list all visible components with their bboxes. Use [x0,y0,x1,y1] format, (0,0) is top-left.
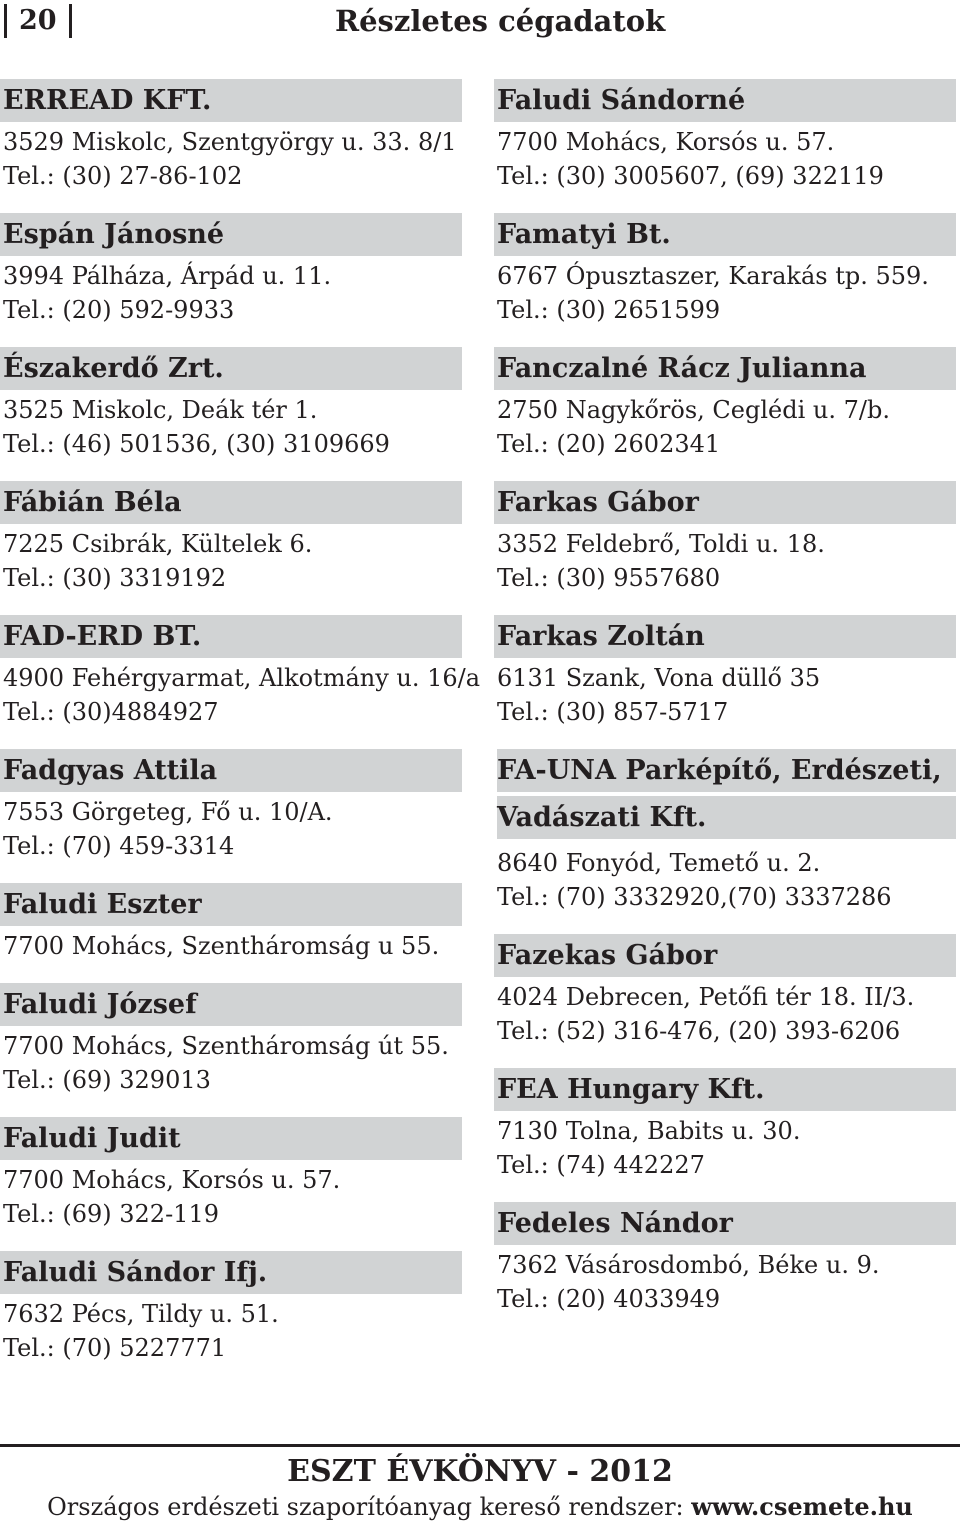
company-address: 3525 Miskolc, Deák tér 1. [3,396,318,424]
footer-divider [0,1444,960,1447]
company-details [0,1026,462,1117]
company-address: 7700 Mohács, Korsós u. 57. [497,128,835,156]
company-phone: Tel.: (30) 3319192 [3,564,227,592]
company-name: Fedeles Nándor [494,1202,956,1245]
company-details [494,1245,956,1336]
company-name: Fazekas Gábor [494,934,956,977]
footer-tagline [0,1490,960,1524]
company-name [494,749,956,843]
company-name: Északerdő Zrt. [0,347,462,390]
company-entry [494,934,956,1068]
company-phone: Tel.: (20) 4033949 [497,1285,721,1313]
company-entry [0,983,462,1117]
company-name: FEA Hungary Kft. [494,1068,956,1111]
right-column [494,79,956,1336]
company-name: Fábián Béla [0,481,462,524]
company-entry [494,79,956,213]
company-entry [0,347,462,481]
company-address: 7362 Vásárosdombó, Béke u. 9. [497,1251,880,1279]
company-entry [494,749,956,934]
company-address: 7225 Csibrák, Kültelek 6. [3,530,313,558]
company-entry [0,1251,462,1385]
company-details [494,524,956,615]
company-address: 6131 Szank, Vona düllő 35 [497,664,821,692]
company-address: 7553 Görgeteg, Fő u. 10/A. [3,798,333,826]
company-name: Famatyi Bt. [494,213,956,256]
company-name: Fanczalné Rácz Julianna [494,347,956,390]
company-entry [0,213,462,347]
company-name: Faludi Sándorné [494,79,956,122]
company-phone: Tel.: (70) 3332920,(70) 3337286 [497,883,892,911]
company-details [0,256,462,347]
company-address: 2750 Nagykőrös, Ceglédi u. 7/b. [497,396,890,424]
company-entry [494,481,956,615]
company-details [494,122,956,213]
company-address: 4900 Fehérgyarmat, Alkotmány u. 16/a [3,664,481,692]
company-name: Fadgyas Attila [0,749,462,792]
company-name: ERREAD KFT. [0,79,462,122]
company-address: 7700 Mohács, Szentháromság út 55. [3,1032,449,1060]
company-phone: Tel.: (70) 5227771 [3,1334,227,1362]
company-name: Faludi Eszter [0,883,462,926]
company-details [0,1160,462,1251]
company-address: 7632 Pécs, Tildy u. 51. [3,1300,279,1328]
company-phone: Tel.: (30) 9557680 [497,564,721,592]
footer-title: ESZT ÉVKÖNYV - 2012 [287,1454,673,1489]
company-details [0,1294,462,1385]
company-entry [0,1117,462,1251]
company-name: Farkas Gábor [494,481,956,524]
company-entry [494,213,956,347]
company-name: Espán Jánosné [0,213,462,256]
company-details [0,390,462,481]
company-details [0,122,462,213]
company-entry [0,615,481,749]
page-header [0,0,960,48]
company-address: 3352 Feldebrő, Toldi u. 18. [497,530,825,558]
company-entry [0,883,462,983]
company-name: FAD-ERD BT. [0,615,462,658]
company-entry [494,615,956,749]
company-details [494,256,956,347]
company-phone: Tel.: (30) 27-86-102 [3,162,243,190]
company-name: Faludi Sándor Ifj. [0,1251,462,1294]
left-column [0,79,481,1385]
company-phone: Tel.: (30) 857-5717 [497,698,729,726]
company-phone: Tel.: (69) 329013 [3,1066,211,1094]
company-phone: Tel.: (74) 442227 [497,1151,705,1179]
company-phone: Tel.: (52) 316-476, (20) 393-6206 [497,1017,901,1045]
company-phone: Tel.: (30)4884927 [3,698,219,726]
company-entry [0,749,462,883]
company-phone: Tel.: (20) 2602341 [497,430,721,458]
company-phone: Tel.: (20) 592-9933 [3,296,235,324]
company-phone: Tel.: (30) 3005607, (69) 322119 [497,162,884,190]
section-title: Részletes cégadatok [335,4,666,38]
company-entry [494,347,956,481]
company-entry [0,79,462,213]
company-name: Faludi József [0,983,462,1026]
company-address: 7700 Mohács, Szentháromság u 55. [3,932,440,960]
company-details [0,658,481,749]
company-entry [494,1202,956,1336]
company-name-line: FA-UNA Parképítő, Erdészeti, [497,749,956,792]
footer-url: www.csemete.hu [691,1492,913,1521]
company-phone: Tel.: (69) 322-119 [3,1200,219,1228]
footer-tagline-text: Országos erdészeti szaporítóanyag kereső rendszer: [47,1493,684,1521]
company-phone: Tel.: (30) 2651599 [497,296,721,324]
company-address: 4024 Debrecen, Petőfi tér 18. II/3. [497,983,915,1011]
company-details [0,926,462,983]
company-details [0,524,462,615]
company-name: Farkas Zoltán [494,615,956,658]
company-entry [494,1068,956,1202]
company-address: 6767 Ópusztaszer, Karakás tp. 559. [497,262,929,290]
company-name-line: Vadászati Kft. [497,796,956,839]
company-address: 3994 Pálháza, Árpád u. 11. [3,262,332,290]
company-details [494,843,956,934]
company-entry [0,481,462,615]
company-details [494,1111,956,1202]
company-details [494,390,956,481]
page-number: 20 [4,4,72,38]
company-details [494,658,956,749]
company-address: 3529 Miskolc, Szentgyörgy u. 33. 8/1 [3,128,457,156]
company-phone: Tel.: (46) 501536, (30) 3109669 [3,430,390,458]
company-details [494,977,956,1068]
company-address: 7130 Tolna, Babits u. 30. [497,1117,801,1145]
company-phone: Tel.: (70) 459-3314 [3,832,235,860]
company-address: 8640 Fonyód, Temető u. 2. [497,849,821,877]
company-name: Faludi Judit [0,1117,462,1160]
company-address: 7700 Mohács, Korsós u. 57. [3,1166,341,1194]
company-details [0,792,462,883]
